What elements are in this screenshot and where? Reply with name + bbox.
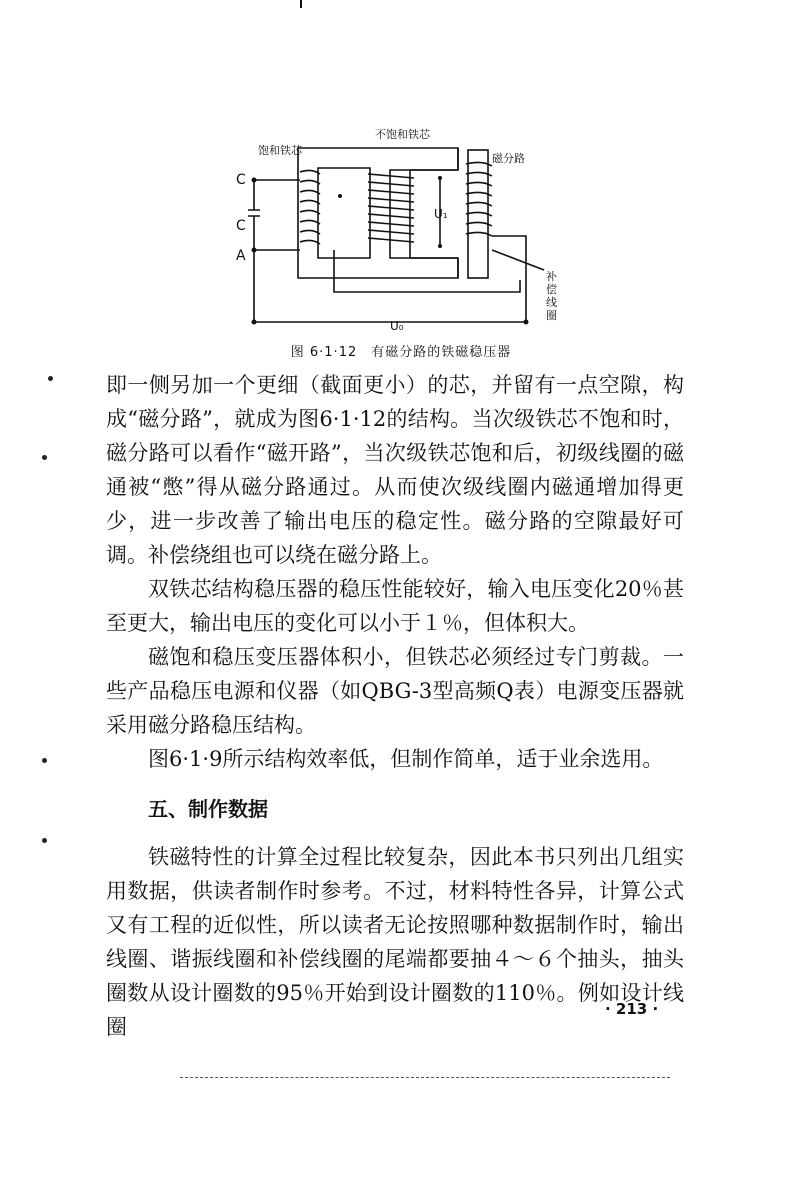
margin-dot xyxy=(48,376,53,381)
u0-label: U₀ xyxy=(390,319,404,333)
terminal-c1-label: C xyxy=(236,172,246,188)
sat-core-label: 饱和铁芯 xyxy=(258,144,302,157)
paragraph: 图6·1·9所示结构效率低，但制作简单，适于业余选用。 xyxy=(148,747,664,771)
comp-coil-label-2: 偿 xyxy=(546,283,557,296)
body-text xyxy=(106,368,684,1044)
page-number: · 213 · xyxy=(605,1000,659,1018)
u1-label: U₁ xyxy=(434,207,448,221)
paragraph: 双铁芯结构稳压器的稳压性能较好，输入电压变化20％甚至更大，输出电压的变化可以小于１％，但体积大。 xyxy=(106,577,684,635)
paragraph: 即一侧另加一个更细（截面更小）的芯，并留有一点空隙，构成“磁分路”，就成为图6·1·12的结构。当次级铁芯不饱和时，磁分路可以看作“磁开路”，当次级铁芯饱和后，初级线圈的磁通被“憋”得从磁分路通过。从而使次级线圈内磁通增加得更少，进一步改善了输出电压的稳定性。磁分路的空隙最好可调。补偿绕组也可以绕在磁分路上。 xyxy=(106,373,684,567)
comp-coil-label-3: 线 xyxy=(546,296,557,309)
paragraph: 磁饱和稳压变压器体积小，但铁芯必须经过专门剪裁。一些产品稳压电源和仪器（如QBG-3型高频Q表）电源变压器就采用磁分路稳压结构。 xyxy=(106,645,684,737)
figure-caption: 图 6·1·12 有磁分路的铁磁稳压器 xyxy=(290,345,512,360)
transformer-diagram xyxy=(230,120,580,340)
top-edge-mark xyxy=(300,0,302,8)
bottom-rule xyxy=(180,1077,670,1078)
section-title: 五、制作数据 xyxy=(148,797,268,821)
unsat-core-label: 不饱和铁芯 xyxy=(375,128,430,141)
margin-dot xyxy=(42,838,47,843)
comp-coil-label-1: 补 xyxy=(546,270,557,283)
comp-coil-label-4: 圈 xyxy=(546,309,557,322)
shunt-label: 磁分路 xyxy=(492,152,525,165)
terminal-a-label: A xyxy=(236,248,246,264)
paragraph: 铁磁特性的计算全过程比较复杂，因此本书只列出几组实用数据，供读者制作时参考。不过，材料特性各异，计算公式又有工程的近似性，所以读者无论按照哪种数据制作时，输出线圈、谐振线圈和补偿线圈的尾端都要抽４～６个抽头，抽头圈数从设计圈数的95％开始到设计圈数的110％。例如设计线圈 xyxy=(106,845,684,1039)
margin-dot xyxy=(42,758,47,763)
margin-dot xyxy=(42,455,47,460)
terminal-c2-label: C xyxy=(236,218,246,234)
